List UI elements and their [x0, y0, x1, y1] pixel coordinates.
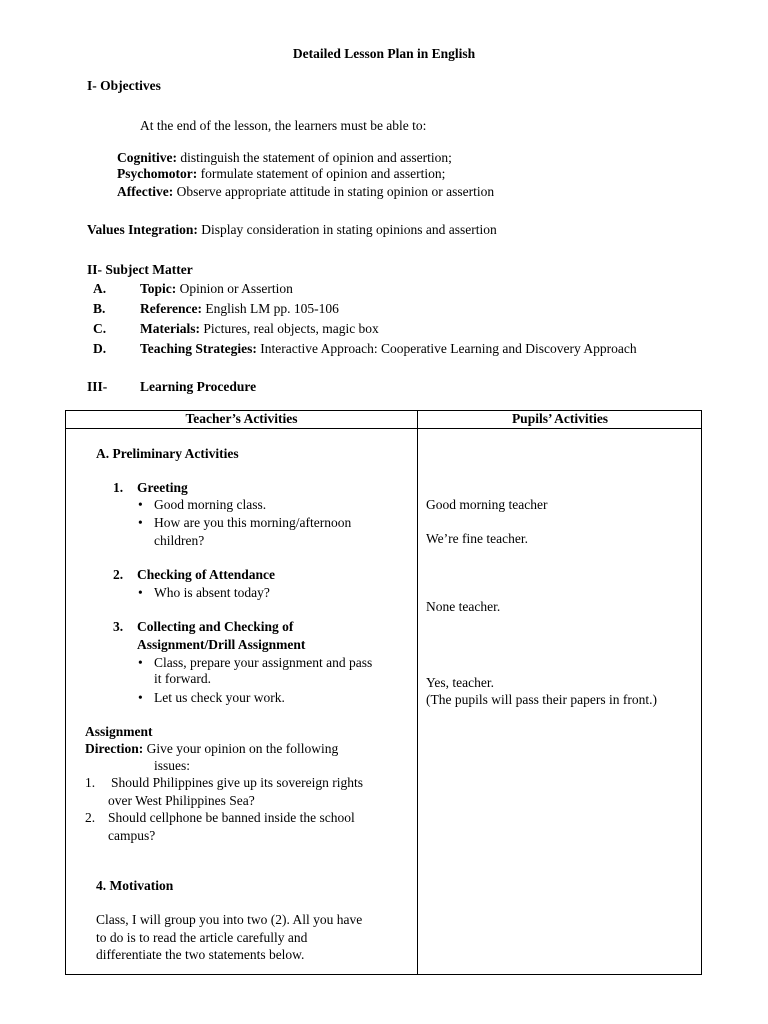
question-1-number: 1.	[85, 775, 96, 790]
direction-label: Direction:	[85, 741, 144, 756]
pupil-pass: (The pupils will pass their papers in front.)	[426, 692, 657, 707]
question-1: Should Philippines give up its sovereign rights	[111, 775, 363, 790]
procedure-heading: Learning Procedure	[140, 379, 257, 394]
motivation-text-2: to do is to read the article carefully and	[96, 930, 308, 945]
table-column-divider	[417, 411, 418, 974]
attendance-heading: Checking of Attendance	[137, 567, 275, 582]
greeting-bullet-2-cont: children?	[154, 533, 205, 548]
sm-letter-c: C.	[93, 321, 107, 336]
psychomotor-label: Psychomotor:	[117, 166, 198, 181]
pupil-none: None teacher.	[426, 599, 501, 614]
pupil-fine: We’re fine teacher.	[426, 531, 528, 546]
col-header-pupils: Pupils’ Activities	[511, 411, 609, 426]
affective-line	[117, 184, 494, 200]
affective-label: Affective:	[117, 184, 174, 199]
motivation-text-1: Class, I will group you into two (2). All you have	[96, 912, 363, 927]
collect-bullet-1-cont: it forward.	[154, 671, 211, 686]
assignment-heading: Assignment	[85, 724, 153, 739]
objectives-heading: I- Objectives	[87, 78, 161, 93]
sm-item-reference	[140, 301, 339, 317]
pupil-yes: Yes, teacher.	[426, 675, 494, 690]
sm-text: Opinion or Assertion	[179, 281, 293, 296]
collect-bullet-1: • Class, prepare your assignment and pass	[154, 655, 372, 671]
sm-label: Materials:	[140, 321, 200, 336]
sm-label: Reference:	[140, 301, 202, 316]
collect-heading: Collecting and Checking of	[137, 619, 294, 634]
values-text: Display consideration in stating opinions and assertion	[201, 222, 497, 237]
cognitive-line	[117, 150, 452, 166]
col-header-teacher: Teacher’s Activities	[185, 411, 298, 426]
collect-bullet-2: • Let us check your work.	[154, 690, 285, 706]
question-2-cont: campus?	[108, 828, 156, 843]
attendance-bullet-1: • Who is absent today?	[154, 585, 270, 601]
sm-label: Teaching Strategies:	[140, 341, 257, 356]
question-2: Should cellphone be banned inside the school	[108, 810, 355, 825]
direction-text-cont: issues:	[154, 758, 191, 773]
activities-table	[65, 410, 702, 975]
sm-letter-a: A.	[93, 281, 107, 296]
greeting-number: 1.	[113, 480, 124, 495]
table-header-divider	[66, 428, 701, 429]
sm-item-strategies	[140, 341, 637, 357]
sm-text: Interactive Approach: Cooperative Learning and Discovery Approach	[260, 341, 637, 356]
sm-label: Topic:	[140, 281, 177, 296]
attendance-number: 2.	[113, 567, 124, 582]
sm-item-materials	[140, 321, 379, 337]
greeting-bullet-1: • Good morning class.	[154, 497, 266, 513]
collect-number: 3.	[113, 619, 124, 634]
sm-item-topic	[140, 281, 293, 297]
motivation-text-3: differentiate the two statements below.	[96, 947, 305, 962]
sm-letter-b: B.	[93, 301, 106, 316]
question-1-cont: over West Philippines Sea?	[108, 793, 255, 808]
page-title: Detailed Lesson Plan in English	[292, 46, 476, 61]
values-line	[87, 222, 497, 238]
objectives-intro: At the end of the lesson, the learners must be able to:	[140, 118, 427, 133]
greeting-bullet-2: • How are you this morning/afternoon	[154, 515, 351, 531]
values-label: Values Integration:	[87, 222, 198, 237]
greeting-heading: Greeting	[137, 480, 188, 495]
preliminary-heading: A. Preliminary Activities	[96, 446, 239, 461]
question-2-number: 2.	[85, 810, 96, 825]
affective-text: Observe appropriate attitude in stating opinion or assertion	[176, 184, 495, 199]
subject-matter-heading: II- Subject Matter	[87, 262, 193, 277]
sm-text: Pictures, real objects, magic box	[203, 321, 379, 336]
direction-text: Give your opinion on the following	[146, 741, 339, 756]
direction-line	[85, 741, 338, 757]
pupil-greeting: Good morning teacher	[426, 497, 548, 512]
psychomotor-text: formulate statement of opinion and assertion;	[200, 166, 446, 181]
procedure-numeral: III-	[87, 379, 108, 394]
cognitive-text: distinguish the statement of opinion and assertion;	[180, 150, 452, 165]
cognitive-label: Cognitive:	[117, 150, 177, 165]
motivation-heading: 4. Motivation	[96, 878, 174, 893]
sm-text: English LM pp. 105-106	[205, 301, 339, 316]
collect-heading-cont: Assignment/Drill Assignment	[137, 637, 306, 652]
sm-letter-d: D.	[93, 341, 107, 356]
psychomotor-line	[117, 166, 445, 182]
